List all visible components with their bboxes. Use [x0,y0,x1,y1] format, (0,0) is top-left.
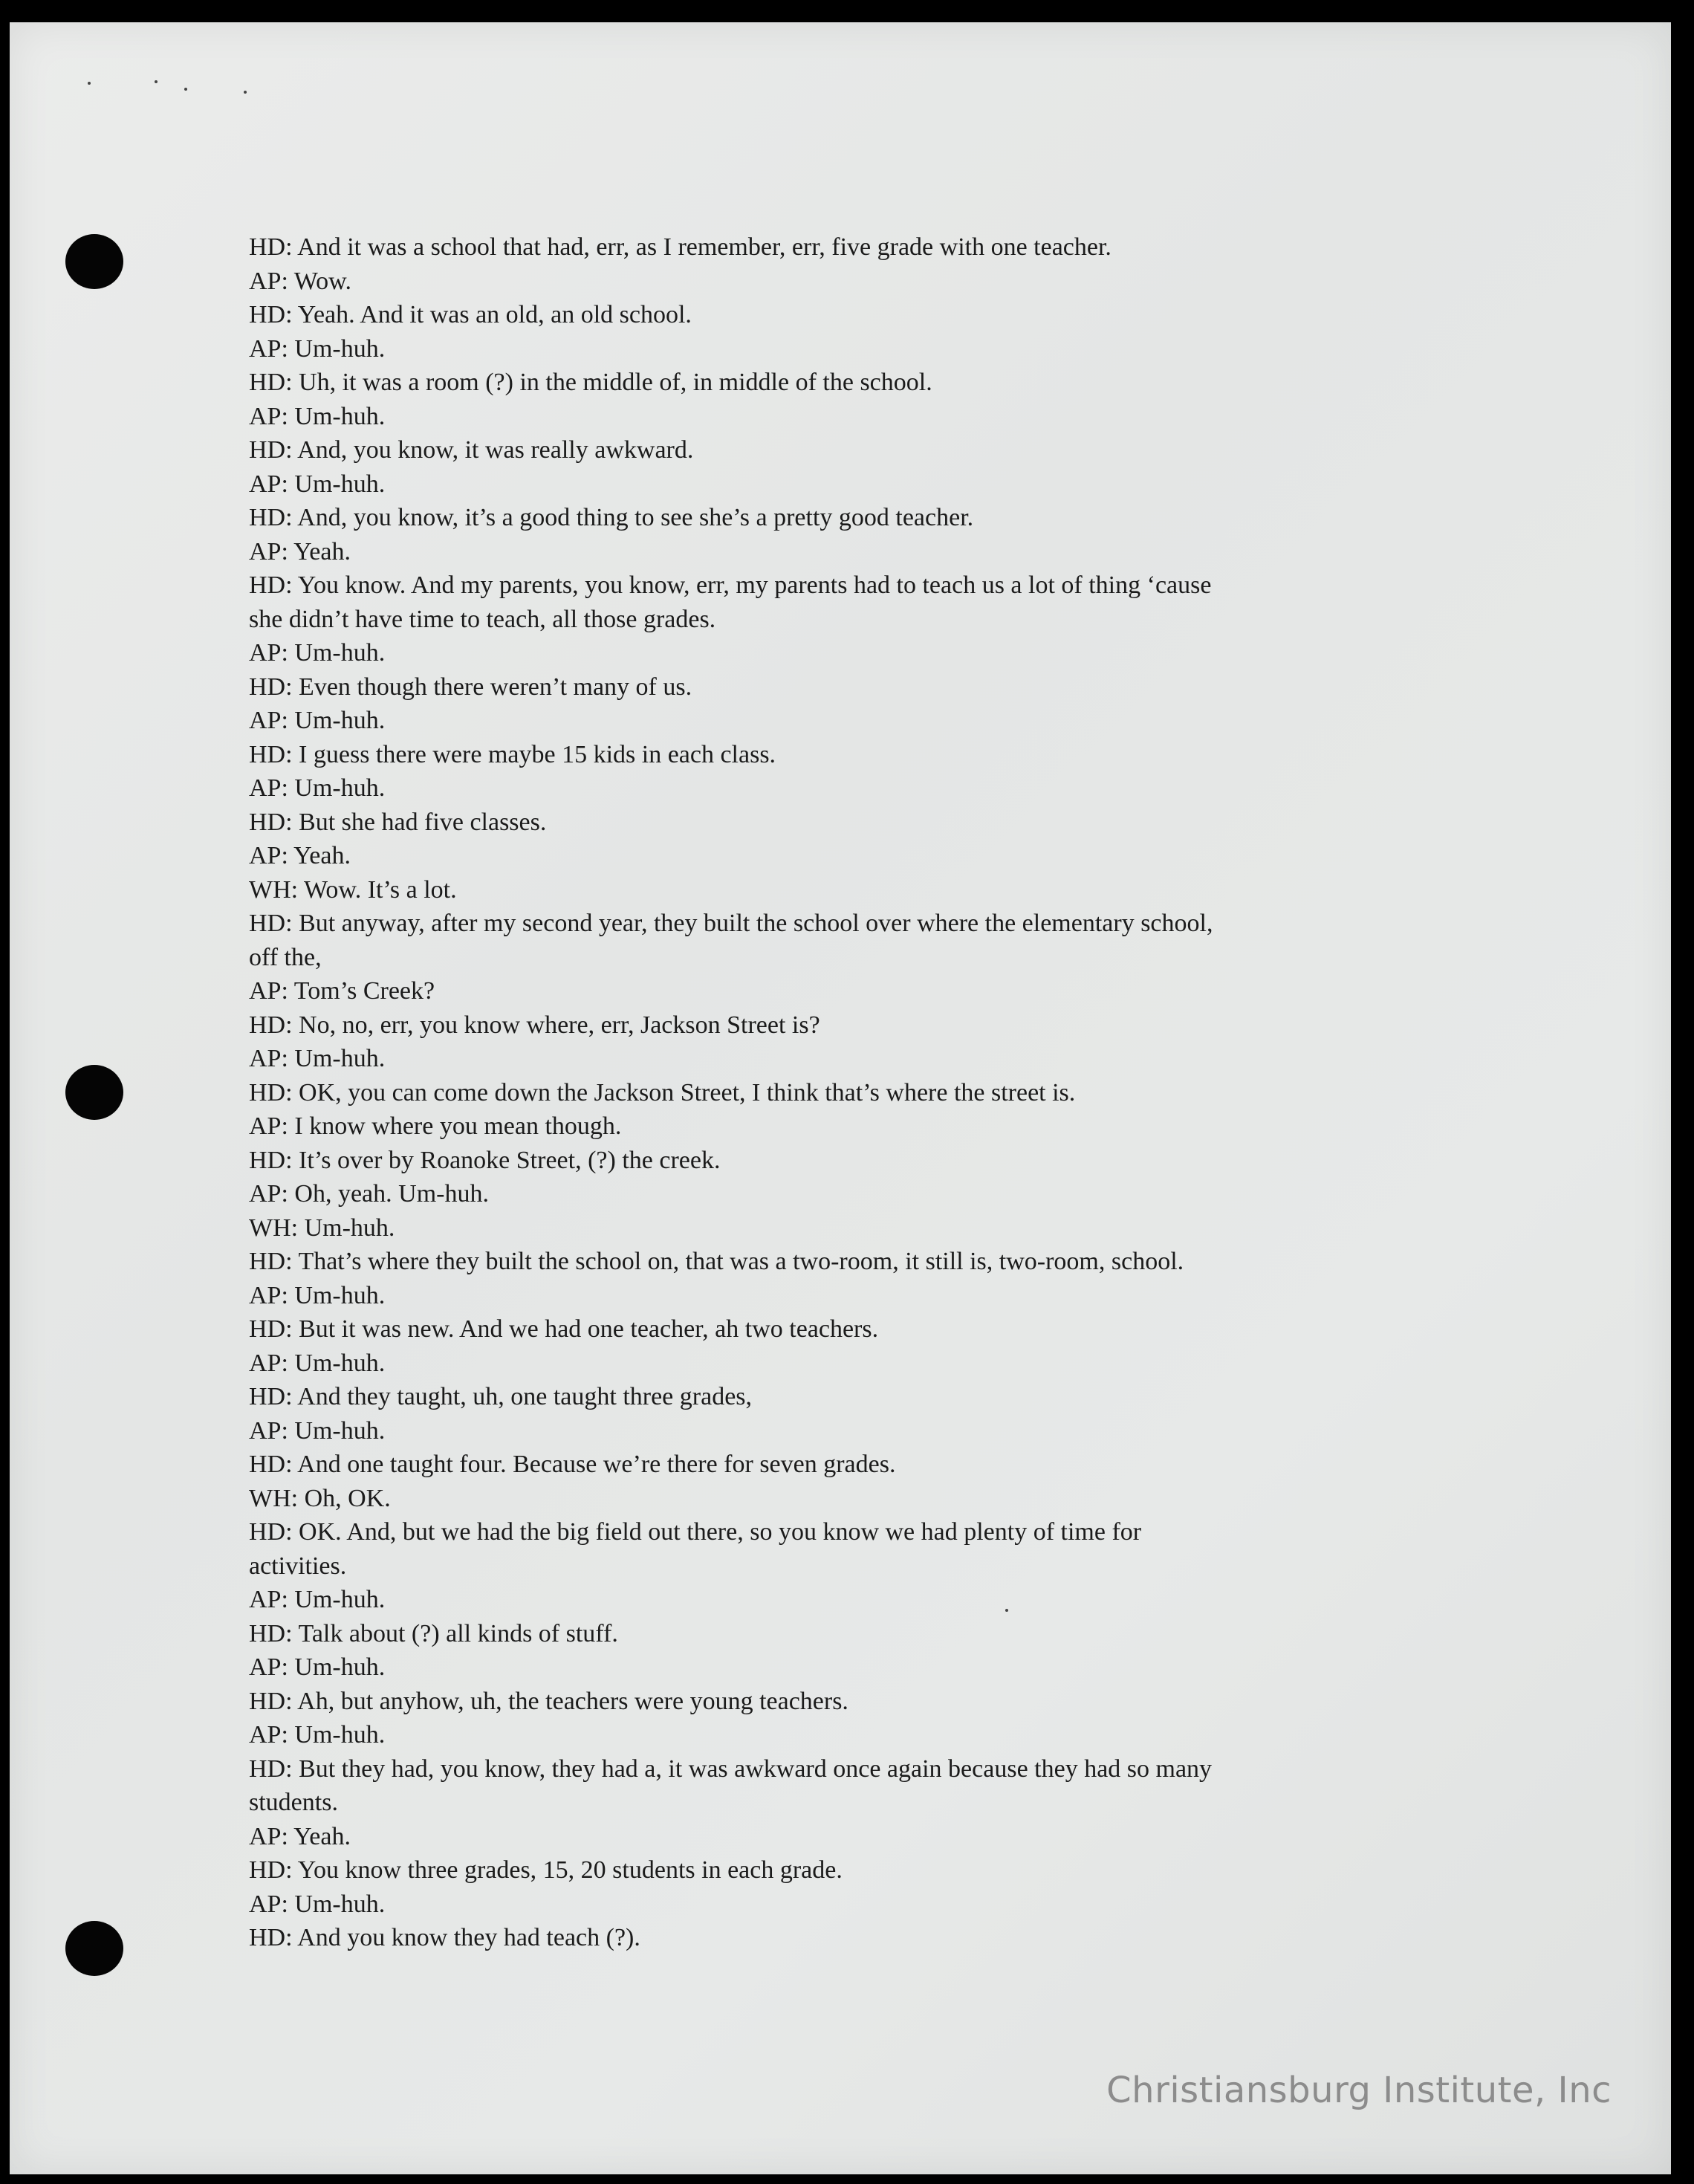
transcript-line: HD: But they had, you know, they had a, it was awkward once again because they had so many [249,1754,1213,1783]
watermark: Christiansburg Institute, Inc [1106,2070,1612,2111]
transcript-line: AP: Um-huh. [249,639,386,667]
transcript-line: off the, [249,943,322,971]
transcript-text [249,230,1438,1955]
transcript-line: AP: Um-huh. [249,1653,386,1681]
paper-page [10,22,1671,2174]
transcript-line: HD: Yeah. And it was an old, an old school. [249,301,692,328]
transcript-line: HD: Even though there weren’t many of us. [249,673,692,701]
punch-hole-bottom [65,1921,123,1976]
transcript-line: AP: Um-huh. [249,1586,386,1613]
transcript-line: HD: And, you know, it’s a good thing to see she’s a pretty good teacher. [249,504,974,531]
transcript-line: AP: Um-huh. [249,1349,386,1377]
transcript-line: AP: Um-huh. [249,402,386,430]
transcript-line: HD: But anyway, after my second year, they built the school over where the elementary school, [249,910,1213,937]
transcript-line: HD: OK, you can come down the Jackson Street, I think that’s where the street is. [249,1078,1076,1106]
transcript-line: AP: Yeah. [249,842,351,869]
punch-hole-middle [65,1065,123,1120]
transcript-line: HD: But she had five classes. [249,808,547,836]
transcript-line: AP: Um-huh. [249,1281,386,1309]
transcript-line: AP: Um-huh. [249,334,386,363]
transcript-line: HD: And one taught four. Because we’re there for seven grades. [249,1451,896,1478]
transcript-line: AP: Yeah. [249,1822,351,1850]
transcript-line: activities. [249,1552,347,1580]
speck [184,88,187,91]
transcript-line: HD: And it was a school that had, err, as I remember, err, five grade with one teacher. [249,233,1112,261]
transcript-line: AP: Wow. [249,267,352,295]
transcript-line: students. [249,1789,338,1816]
punch-hole-top [65,234,123,289]
transcript-line: AP: Um-huh. [249,774,386,802]
transcript-line: HD: Uh, it was a room (?) in the middle of, in middle of the school. [249,369,932,396]
transcript-line: AP: Um-huh. [249,707,386,734]
transcript-line: WH: Um-huh. [249,1213,395,1242]
speck [244,91,247,94]
transcript-line: AP: Yeah. [249,537,351,566]
transcript-line: HD: You know three grades, 15, 20 students in each grade. [249,1856,843,1884]
transcript-line: HD: You know. And my parents, you know, err, my parents had to teach us a lot of thing ‘cause [249,571,1212,599]
transcript-line: HD: And you know they had teach (?). [249,1924,640,1951]
transcript-line: HD: But it was new. And we had one teacher, ah two teachers. [249,1315,879,1343]
speck [88,82,91,85]
transcript-line: she didn’t have time to teach, all those grades. [249,605,716,633]
transcript-line: AP: Um-huh. [249,1416,386,1445]
transcript-line: HD: Talk about (?) all kinds of stuff. [249,1619,618,1647]
transcript-line: HD: It’s over by Roanoke Street, (?) the creek. [249,1146,721,1174]
transcript-line: WH: Wow. It’s a lot. [249,875,457,904]
transcript-line: WH: Oh, OK. [249,1484,391,1512]
transcript-line: HD: OK. And, but we had the big field out there, so you know we had plenty of time for [249,1518,1142,1546]
transcript-line: HD: Ah, but anyhow, uh, the teachers were young teachers. [249,1687,848,1715]
transcript-line: AP: Oh, yeah. Um-huh. [249,1180,489,1208]
transcript-line: AP: I know where you mean though. [249,1112,622,1140]
transcript-line: AP: Um-huh. [249,1045,386,1072]
transcript-line: AP: Tom’s Creek? [249,977,435,1005]
transcript-line: HD: And, you know, it was really awkward. [249,436,694,464]
transcript-line: HD: And they taught, uh, one taught three grades, [249,1383,753,1410]
transcript-line: AP: Um-huh. [249,1890,386,1918]
transcript-line: AP: Um-huh. [249,1721,386,1749]
speck [155,80,158,83]
transcript-line: HD: That’s where they built the school on, that was a two-room, it still is, two-room, school. [249,1248,1184,1275]
transcript-line: HD: No, no, err, you know where, err, Jackson Street is? [249,1011,820,1039]
transcript-line: HD: I guess there were maybe 15 kids in each class. [249,740,776,768]
transcript-line: AP: Um-huh. [249,470,386,498]
